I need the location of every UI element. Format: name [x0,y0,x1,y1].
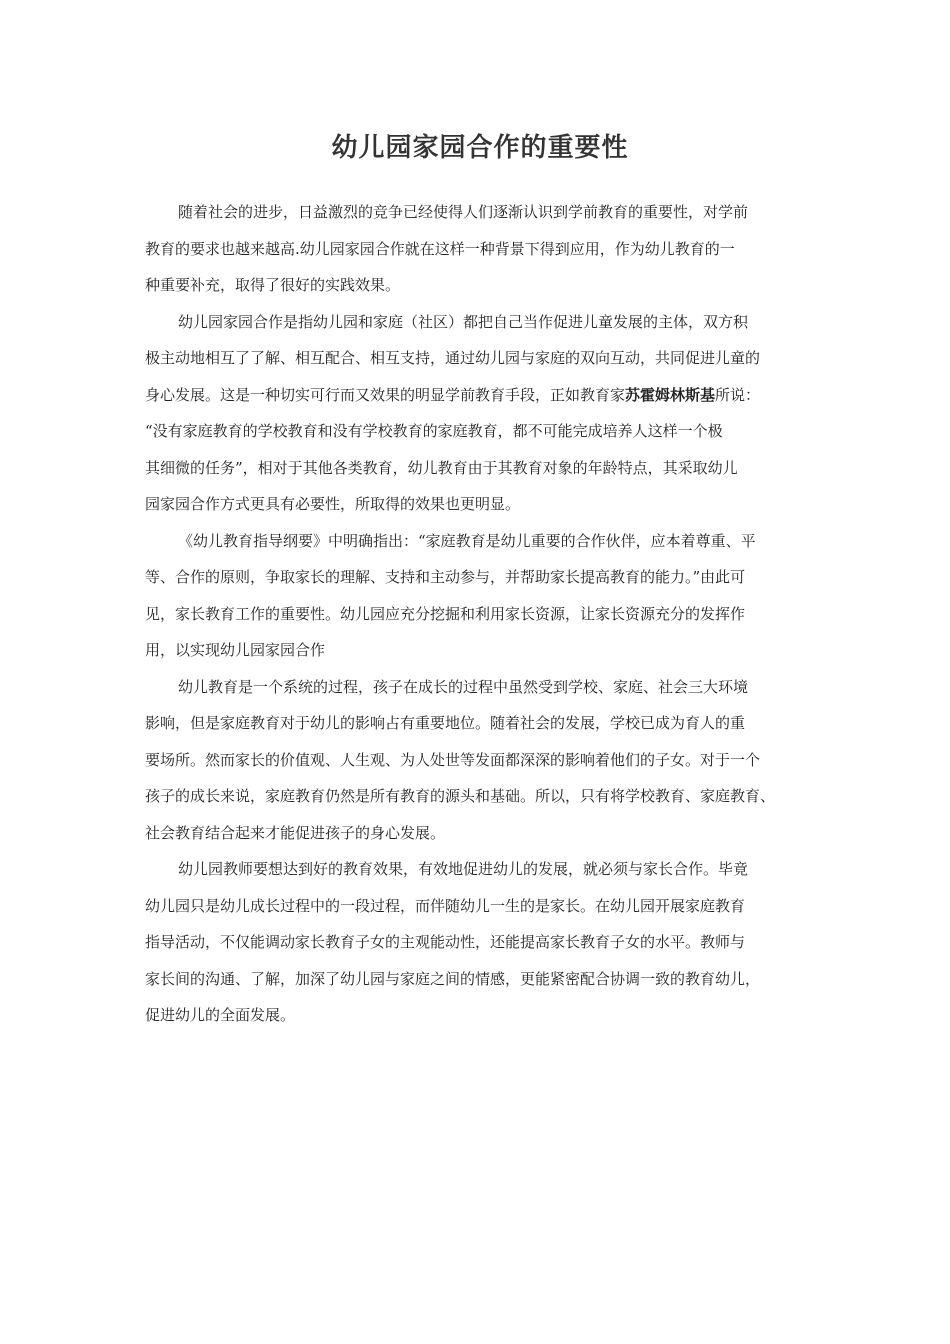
document-body [145,128,815,1034]
line-text: 所说： [715,385,761,404]
paragraph-line: 促进幼儿的全面发展。 [145,1006,296,1024]
paragraph-1 [145,194,815,304]
paragraph-line: 幼儿教育是一个系统的过程，孩子在成长的过程中虽然受到学校、家庭、社会三大环境 [178,677,749,696]
paragraph-line: 《幼儿教育指导纲要》中明确指出：“家庭教育是幼儿重要的合作伙伴，应本着尊重、平 [178,531,756,550]
paragraph-line-with-name [145,377,815,414]
paragraph-line: 影响，但是家庭教育对于幼儿的影响占有重要地位。随着社会的发展，学校已成为育人的重 [145,714,746,732]
paragraph-line: 幼儿园家园合作是指幼儿园和家庭（社区）都把自己当作促进儿童发展的主体，双方积 [178,312,749,331]
paragraph-line: 见，家长教育工作的重要性。幼儿园应充分挖掘和利用家长资源，让家长资源充分的发挥作 [145,604,746,623]
paragraph-line: 随着社会的进步，日益激烈的竞争已经使得人们逐渐认识到学前教育的重要性，对学前 [178,203,749,221]
paragraph-2 [145,304,815,523]
line-text: 身心发展。这是一种切实可行而又效果的明显学前教育手段，正如教育家 [145,385,626,404]
paragraph-line: 教育的要求也越来越高.幼儿园家园合作就在这样一种背景下得到应用，作为幼儿教育的一 [145,239,735,258]
paragraph-line: 要场所。然而家长的价值观、人生观、为人处世等发面都深深的影响着他们的子女。对于一个 [145,750,761,769]
paragraph-line: 其细微的任务”，相对于其他各类教育，幼儿教育由于其教育对象的年龄特点，其采取幼儿 [145,458,738,477]
paragraph-line: 家长间的沟通、了解，加深了幼儿园与家庭之间的情感，更能紧密配合协调一致的教育幼儿， [145,969,761,988]
paragraph-line: 等、合作的原则，争取家长的理解、支持和主动参与，并帮助家长提高教育的能力。”由此可 [145,568,746,586]
paragraph-line: 幼儿园教师要想达到好的教育效果，有效地促进幼儿的发展，就必须与家长合作。毕竟 [178,860,749,878]
page-title: 幼儿园家园合作的重要性 [331,133,629,163]
paragraph-4 [145,669,815,852]
paragraph-line: “没有家庭教育的学校教育和没有学校教育的家庭教育，都不可能完成培养人这样一个极 [145,422,723,440]
paragraph-line: 用，以实现幼儿园家园合作 [145,641,326,659]
paragraph-5 [145,851,815,1034]
educator-name: 苏霍姆林斯基 [625,385,716,404]
paragraph-line: 幼儿园只是幼儿成长过程中的一段过程，而伴随幼儿一生的是家长。在幼儿园开展家庭教育 [145,896,746,915]
paragraph-3 [145,523,815,669]
paragraph-line: 园家园合作方式更具有必要性，所取得的效果也更明显。 [145,495,521,513]
paragraph-line: 种重要补充，取得了很好的实践效果。 [145,276,401,294]
paragraph-line: 极主动地相互了了解、相互配合、相互支持，通过幼儿园与家庭的双向互动，共同促进儿童的 [145,349,761,367]
paragraph-line: 社会教育结合起来才能促进孩子的身心发展。 [145,823,446,842]
paragraph-line: 孩子的成长来说，家庭教育仍然是所有教育的源头和基础。所以，只有将学校教育、家庭教育、 [145,787,776,805]
paragraph-line: 指导活动，不仅能调动家长教育子女的主观能动性，还能提高家长教育子女的水平。教师与 [145,933,746,951]
